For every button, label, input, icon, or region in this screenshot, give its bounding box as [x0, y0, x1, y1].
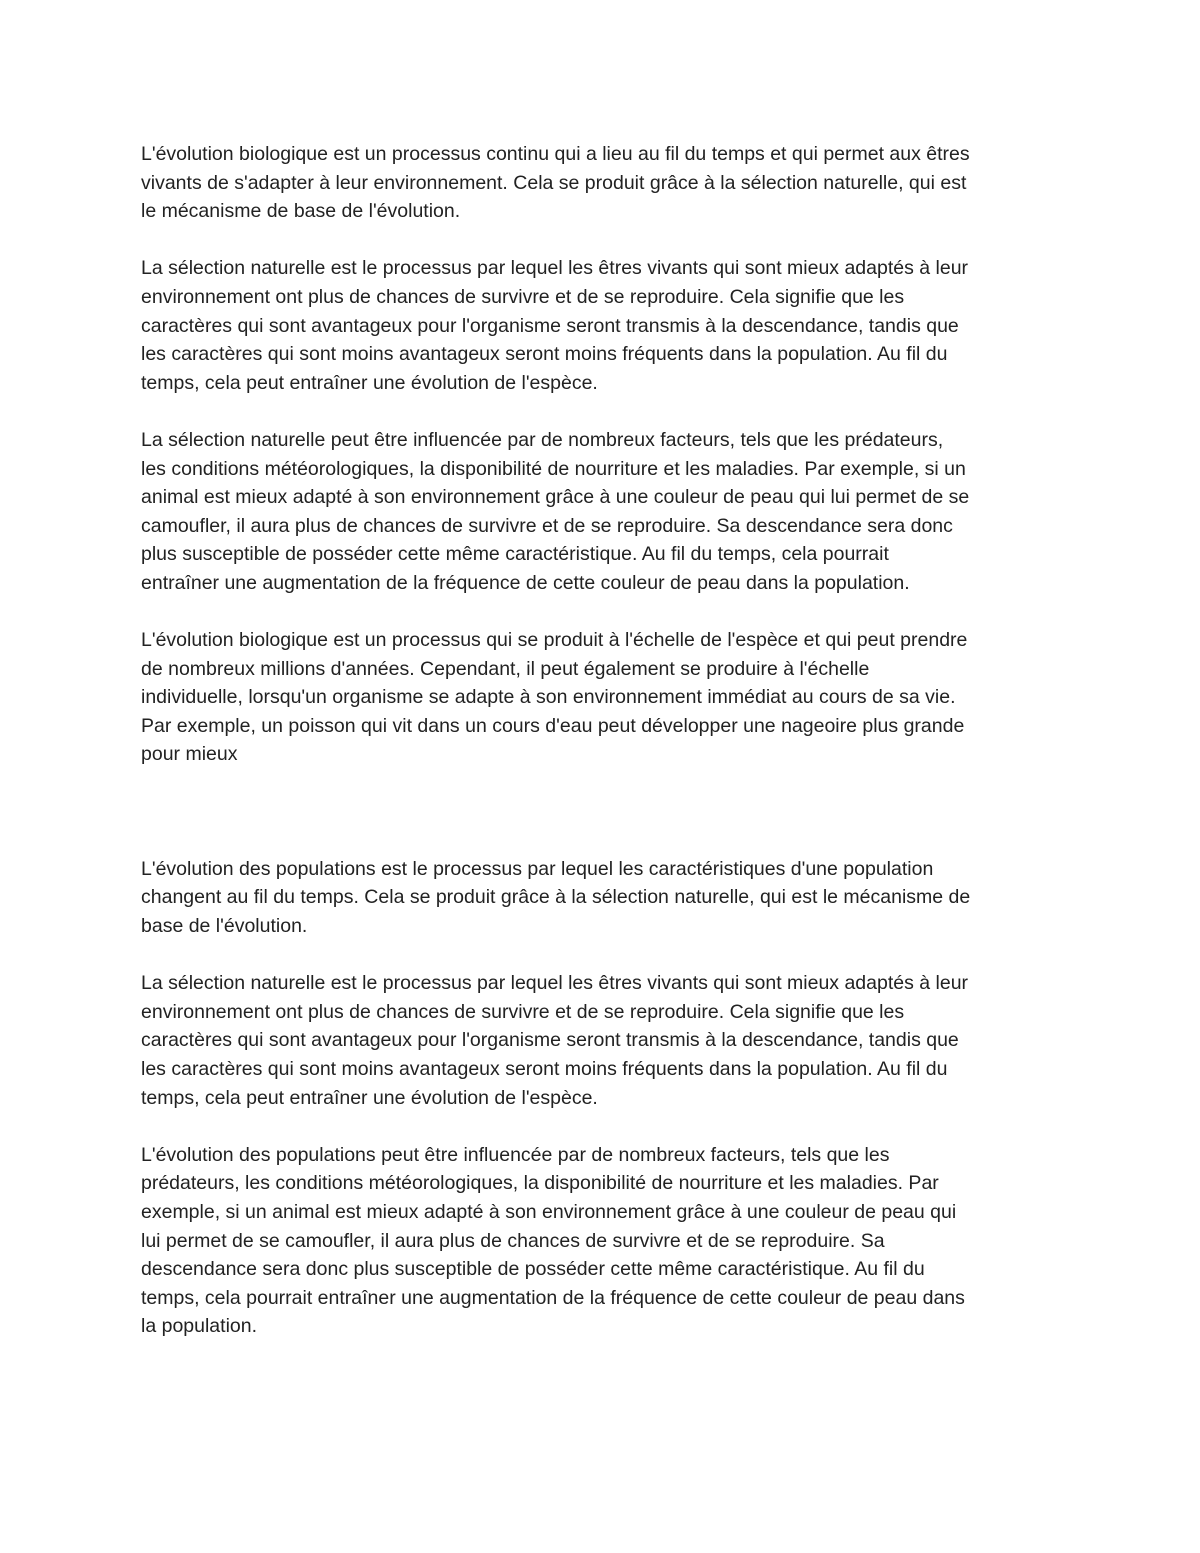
text-line: temps, cela peut entraîner une évolution de l'espèce.: [141, 371, 598, 394]
text-line: le mécanisme de base de l'évolution.: [141, 200, 461, 223]
text-line: plus susceptible de posséder cette même caractéristique. Au fil du temps, cela pourrait: [141, 543, 889, 566]
text-line: Par exemple, un poisson qui vit dans un cours d'eau peut développer une nageoire plus grande: [141, 714, 965, 737]
text-line: descendance sera donc plus susceptible de posséder cette même caractéristique. Au fil du: [141, 1258, 925, 1281]
text-line: camoufler, il aura plus de chances de survivre et de se reproduire. Sa descendance sera donc: [141, 514, 953, 537]
paragraph: [141, 626, 1066, 769]
document-body: [141, 140, 1066, 1341]
text-line: environnement ont plus de chances de survivre et de se reproduire. Cela signifie que les: [141, 285, 905, 308]
text-line: caractères qui sont avantageux pour l'organisme seront transmis à la descendance, tandis que: [141, 1029, 959, 1052]
text-line: environnement ont plus de chances de survivre et de se reproduire. Cela signifie que les: [141, 1000, 905, 1023]
text-line: animal est mieux adapté à son environnement grâce à une couleur de peau qui lui permet de se: [141, 486, 970, 509]
text-line: pour mieux: [141, 743, 238, 766]
paragraph: [141, 426, 1066, 598]
text-line: L'évolution des populations peut être influencée par de nombreux facteurs, tels que les: [141, 1143, 890, 1166]
section-spacer: [141, 769, 1066, 855]
text-line: individuelle, lorsqu'un organisme se adapte à son environnement immédiat au cours de sa vie.: [141, 686, 956, 709]
text-line: les caractères qui sont moins avantageux seront moins fréquents dans la population. Au fil du: [141, 1058, 948, 1081]
text-line: les conditions météorologiques, la disponibilité de nourriture et les maladies. Par exemple, si un: [141, 457, 966, 480]
text-line: de nombreux millions d'années. Cependant, il peut également se produire à l'échelle: [141, 657, 870, 680]
text-line: lui permet de se camoufler, il aura plus de chances de survivre et de se reproduire. Sa: [141, 1229, 885, 1252]
paragraph-spacer: [141, 226, 1066, 255]
text-line: entraîner une augmentation de la fréquence de cette couleur de peau dans la population.: [141, 571, 910, 594]
text-line: L'évolution des populations est le processus par lequel les caractéristiques d'une population: [141, 857, 934, 880]
text-line: base de l'évolution.: [141, 915, 308, 938]
text-line: L'évolution biologique est un processus qui se produit à l'échelle de l'espèce et qui peut prendre: [141, 629, 968, 652]
text-line: la population.: [141, 1315, 258, 1338]
paragraph-spacer: [141, 397, 1066, 426]
paragraph-spacer: [141, 941, 1066, 970]
text-line: changent au fil du temps. Cela se produit grâce à la sélection naturelle, qui est le mécanisme de: [141, 886, 971, 909]
paragraph: [141, 969, 1066, 1112]
text-line: La sélection naturelle est le processus par lequel les êtres vivants qui sont mieux adaptés à leur: [141, 257, 969, 280]
paragraph-spacer: [141, 1112, 1066, 1141]
text-line: La sélection naturelle est le processus par lequel les êtres vivants qui sont mieux adaptés à leur: [141, 972, 969, 995]
paragraph-spacer: [141, 598, 1066, 627]
text-line: prédateurs, les conditions météorologiques, la disponibilité de nourriture et les maladies. Par: [141, 1172, 939, 1195]
text-line: temps, cela pourrait entraîner une augmentation de la fréquence de cette couleur de peau dans: [141, 1286, 965, 1309]
text-line: La sélection naturelle peut être influencée par de nombreux facteurs, tels que les prédateurs,: [141, 428, 944, 451]
paragraph: [141, 1141, 1066, 1341]
text-line: L'évolution biologique est un processus continu qui a lieu au fil du temps et qui permet aux êtres: [141, 143, 970, 165]
text-line: les caractères qui sont moins avantageux seront moins fréquents dans la population. Au fil du: [141, 343, 948, 366]
paragraph: [141, 254, 1066, 397]
text-line: temps, cela peut entraîner une évolution de l'espèce.: [141, 1086, 598, 1109]
text-line: exemple, si un animal est mieux adapté à son environnement grâce à une couleur de peau qui: [141, 1200, 957, 1223]
text-line: caractères qui sont avantageux pour l'organisme seront transmis à la descendance, tandis que: [141, 314, 959, 337]
text-line: vivants de s'adapter à leur environnement. Cela se produit grâce à la sélection naturelle, qui est: [141, 171, 967, 194]
paragraph: [141, 855, 1066, 941]
paragraph: [141, 140, 1066, 226]
